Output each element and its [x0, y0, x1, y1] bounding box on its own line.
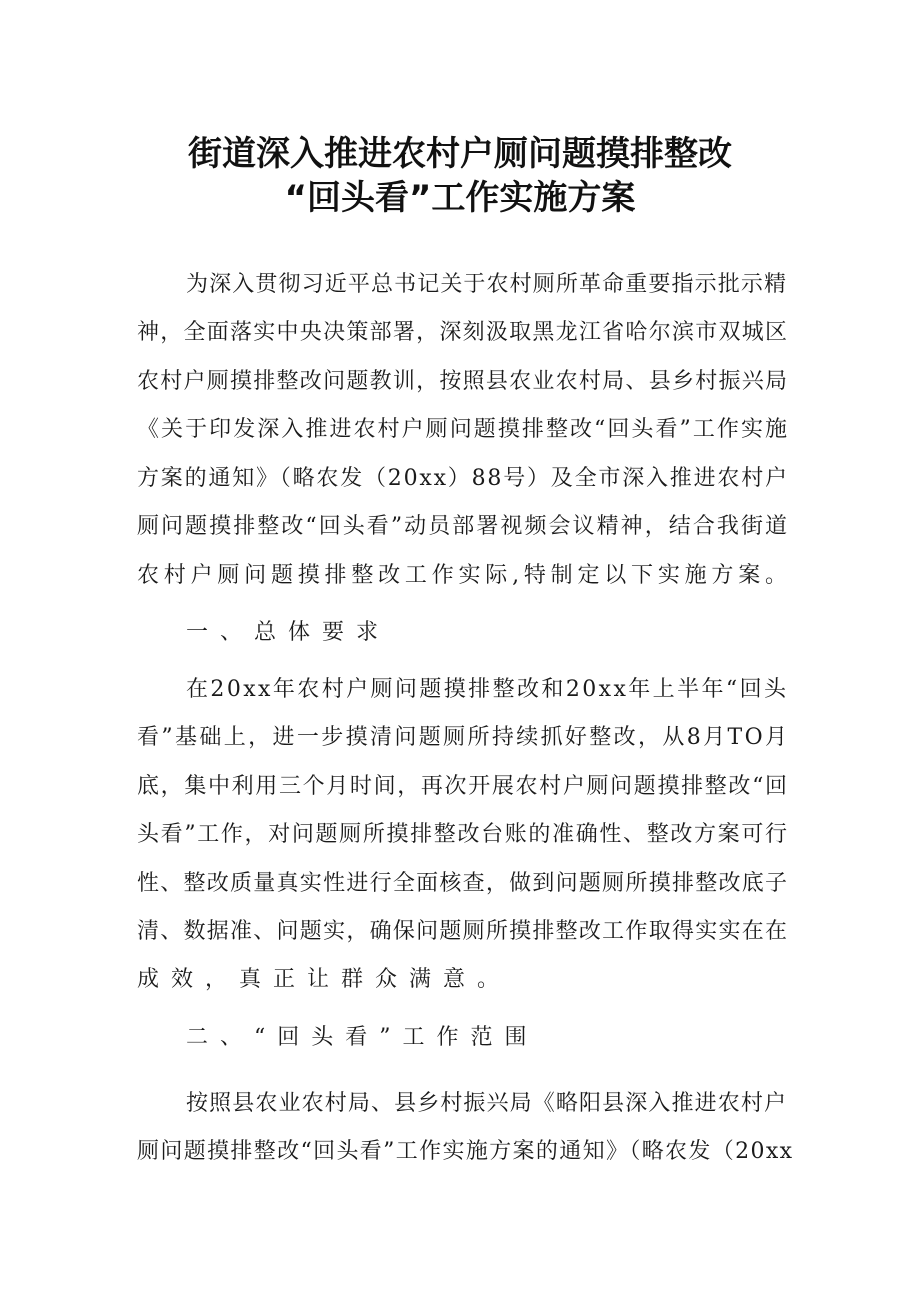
paragraph-2-line-7: 成效，真正让群众满意。	[137, 967, 512, 992]
paragraph-2-line-4: 头看”工作，对问题厕所摸排整改台账的准确性、整改方案可行	[137, 822, 789, 847]
section-heading-1: 一、总体要求	[186, 620, 391, 645]
paragraph-3-line-2: 厕问题摸排整改“回头看”工作实施方案的通知》（略农发（20xx	[137, 1139, 794, 1164]
paragraph-1-line-5: 方案的通知》（略农发（20xx）88号）及全市深入推进农村户	[137, 466, 789, 491]
paragraph-1-line-2: 神，全面落实中央决策部署，深刻汲取黑龙江省哈尔滨市双城区	[137, 320, 789, 345]
document-title-line-1: 街道深入推进农村户厕问题摸排整改	[188, 134, 732, 174]
paragraph-1-line-3: 农村户厕摸排整改问题教训，按照县农业农村局、县乡村振兴局	[137, 369, 789, 394]
paragraph-1-line-1: 为深入贯彻习近平总书记关于农村厕所革命重要指示批示精	[186, 272, 788, 297]
paragraph-1-line-7: 农村户厕问题摸排整改工作实际,特制定以下实施方案。	[137, 563, 792, 588]
paragraph-2-line-3: 底，集中利用三个月时间，再次开展农村户厕问题摸排整改“回	[137, 774, 789, 799]
section-heading-2: 二、“回头看”工作范围	[186, 1025, 539, 1050]
paragraph-2-line-1: 在20xx年农村户厕问题摸排整改和20xx年上半年“回头	[186, 677, 789, 702]
paragraph-1-line-4: 《关于印发深入推进农村户厕问题摸排整改“回头看”工作实施	[137, 417, 790, 442]
paragraph-1-line-6: 厕问题摸排整改“回头看”动员部署视频会议精神，结合我街道	[137, 514, 790, 539]
document-title-line-2: “回头看”工作实施方案	[284, 178, 636, 218]
paragraph-2-line-2: 看”基础上，进一步摸清问题厕所持续抓好整改，从8月TO月	[137, 725, 790, 750]
paragraph-2-line-5: 性、整改质量真实性进行全面核查，做到问题厕所摸排整改底子	[137, 871, 789, 896]
paragraph-3-line-1: 按照县农业农村局、县乡村振兴局《略阳县深入推进农村户	[186, 1091, 788, 1116]
paragraph-2-line-6: 清、数据准、问题实，确保问题厕所摸排整改工作取得实实在在	[137, 919, 789, 944]
